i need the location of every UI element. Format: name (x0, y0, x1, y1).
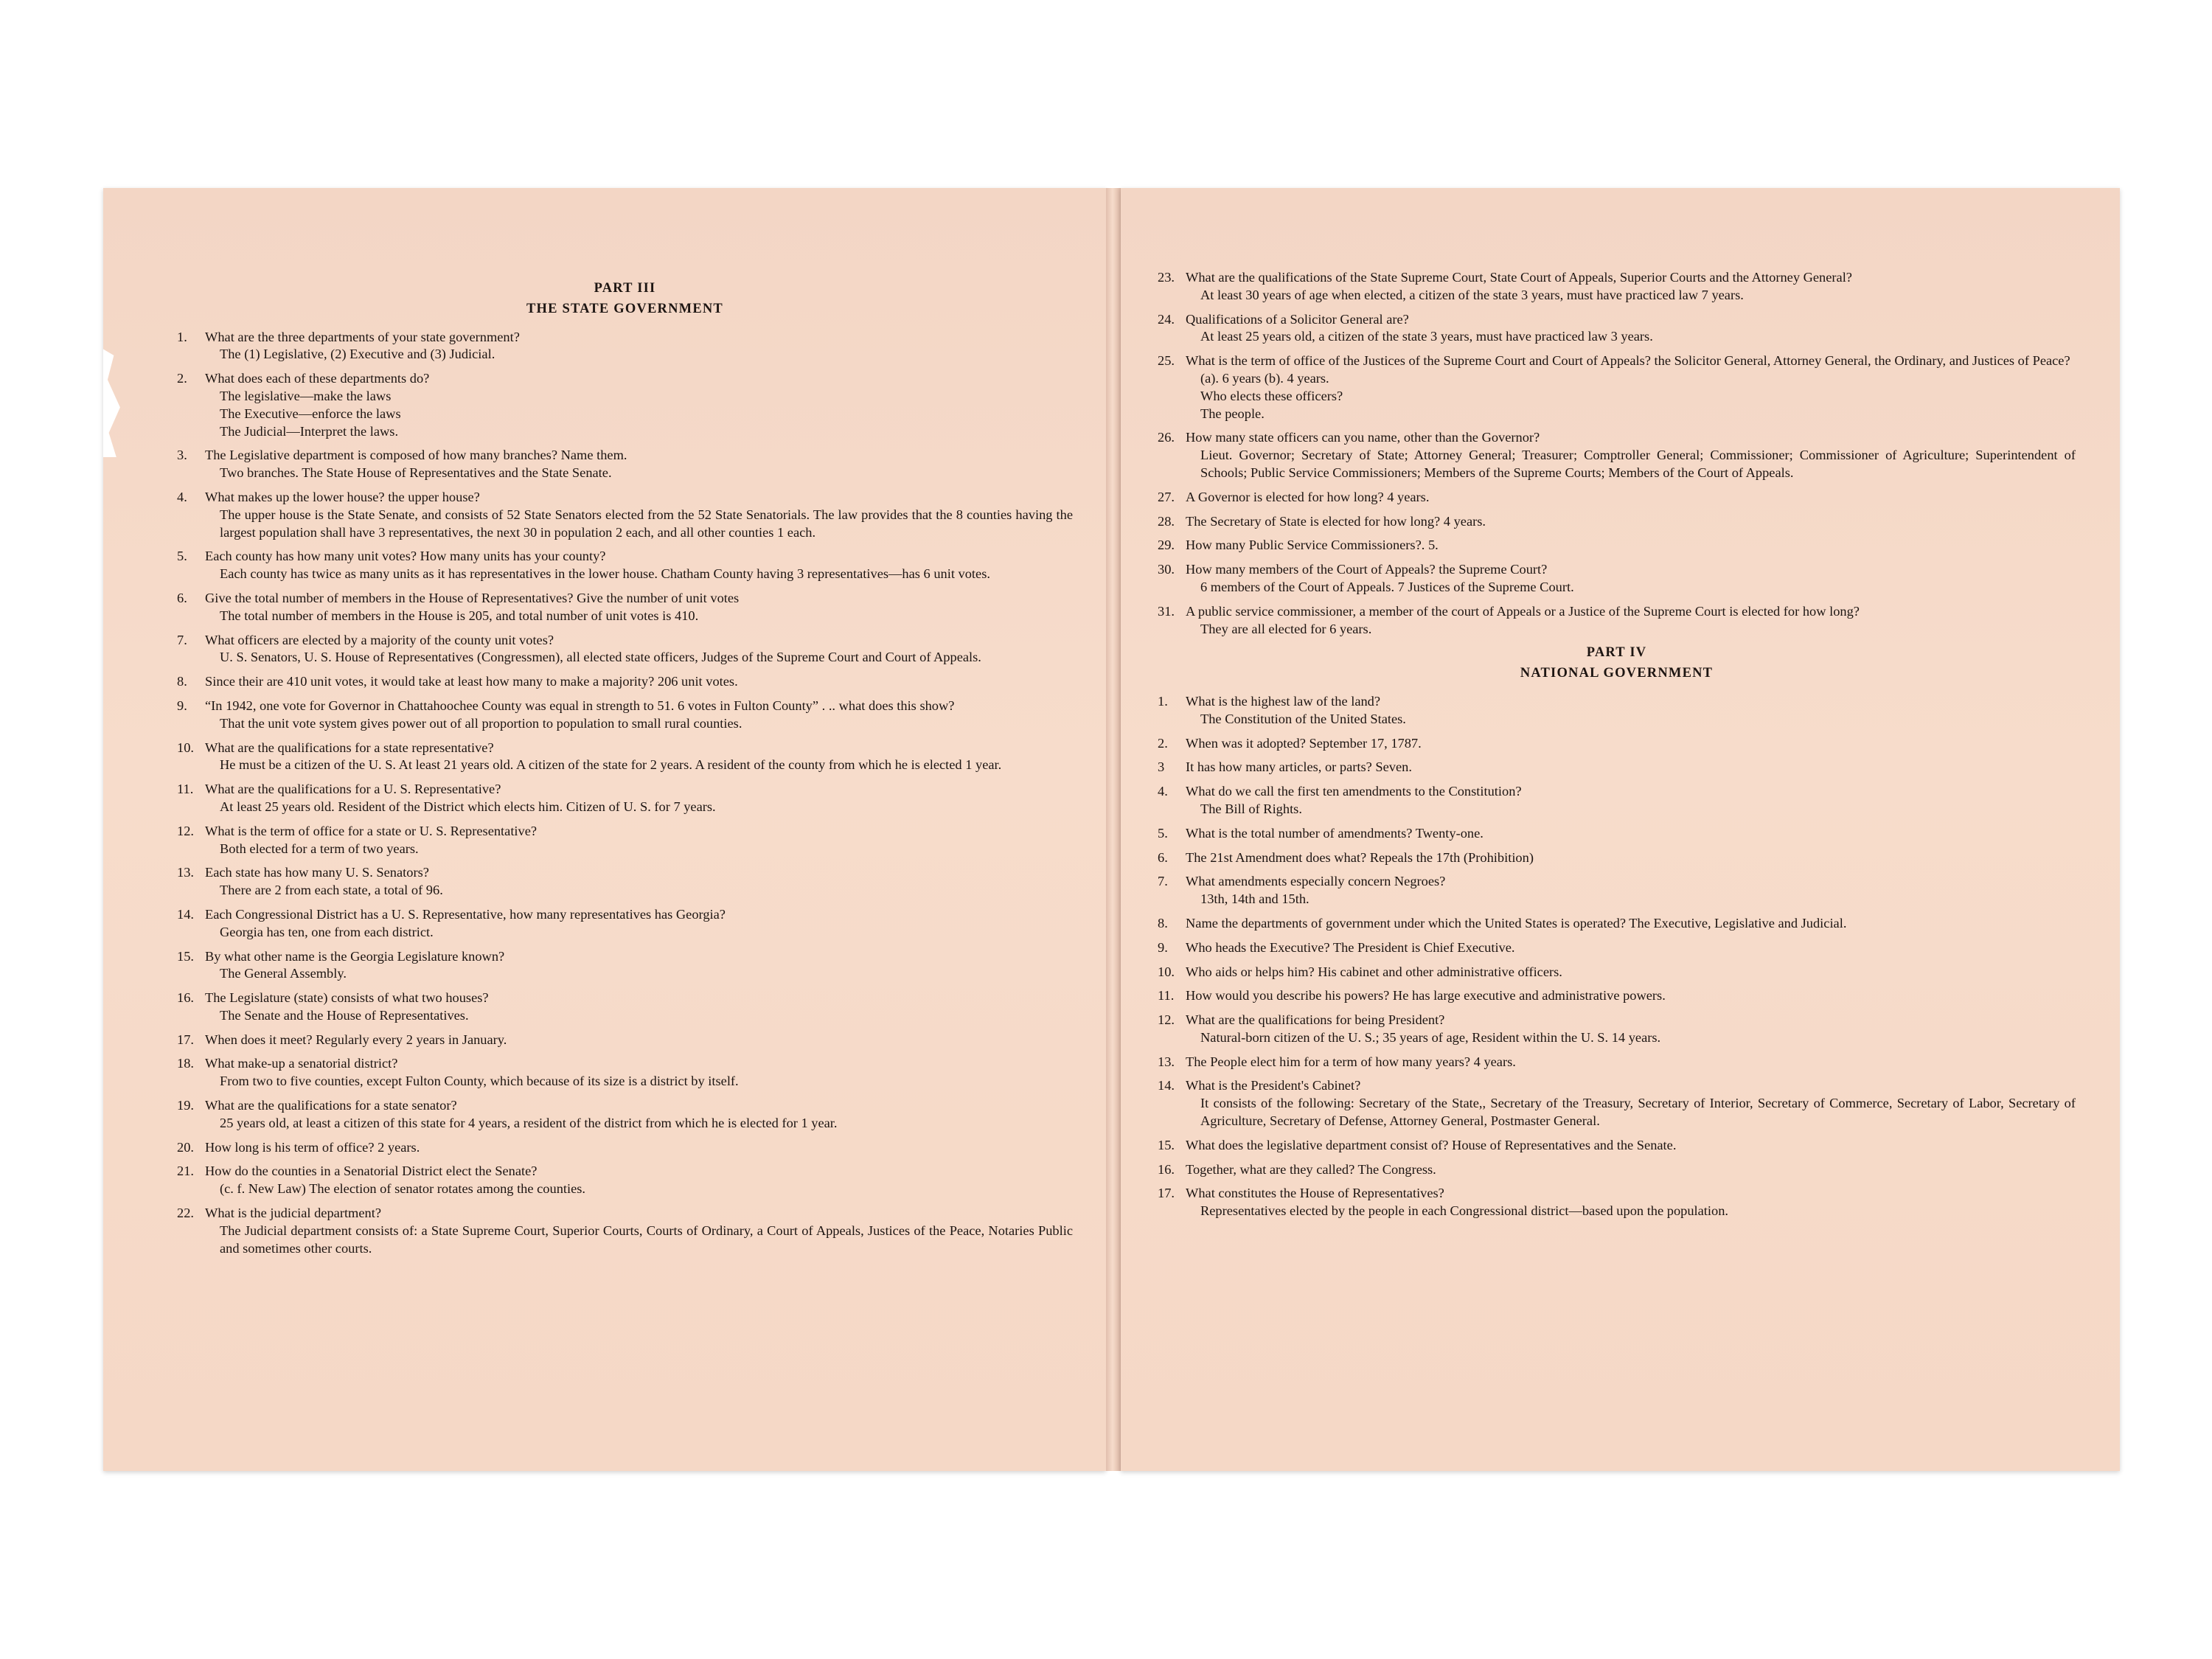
question-item (177, 370, 1073, 440)
question-text-line (1158, 311, 2076, 329)
answer-text: Natural-born citizen of the U. S.; 35 years of age, Resident within the U. S. 14 years. (1200, 1029, 1661, 1045)
question-number: 2. (177, 371, 187, 386)
question-list (1158, 269, 2076, 638)
question-text: What is the term of office of the Justices of the Supreme Court and Court of Appeals? the Solicitor General, Attorney General, the Ordinary, and Justices of Peace? (1186, 353, 2070, 369)
question-text-line (1158, 352, 2076, 370)
question-text: The 21st Amendment does what? Repeals the 17th (Prohibition) (1186, 849, 1534, 865)
answer-text: That the unit vote system gives power out of all proportion to population to small rural counties. (220, 715, 742, 731)
part-subheading: THE STATE GOVERNMENT (526, 301, 723, 316)
question-number: 6. (177, 590, 187, 605)
question-number: 17. (177, 1032, 194, 1047)
question-number: 18. (177, 1056, 194, 1071)
question-text: How many state officers can you name, other than the Governor? (1186, 430, 1540, 445)
question-text-line (1158, 513, 2076, 531)
question-item (1158, 1012, 2076, 1047)
question-text: What are the qualifications for a state representative? (205, 740, 494, 755)
question-number: 13. (177, 865, 194, 880)
question-text: Each county has how many unit votes? How many units has your county? (205, 549, 606, 564)
question-item (1158, 489, 2076, 507)
question-item (177, 698, 1073, 733)
question-number: 11. (177, 782, 194, 797)
question-text: How long is his term of office? 2 years. (205, 1139, 420, 1155)
question-number: 21. (177, 1164, 194, 1179)
question-text: Since their are 410 unit votes, it would take at least how many to make a majority? 206 unit votes. (205, 674, 738, 689)
question-text-line (1158, 429, 2076, 447)
question-item (177, 489, 1073, 541)
question-text-line (177, 1097, 1073, 1115)
question-number: 24. (1158, 311, 1175, 327)
question-text-line (1158, 489, 2076, 507)
question-text-line (177, 948, 1073, 966)
question-item (1158, 783, 2076, 818)
question-text-line (1158, 873, 2076, 891)
question-item (177, 823, 1073, 858)
question-text: Who aids or helps him? His cabinet and other administrative officers. (1186, 964, 1562, 979)
question-item (177, 864, 1073, 900)
question-item (177, 1205, 1073, 1257)
answer-text: U. S. Senators, U. S. House of Representatives (Congressmen), all elected state officers, Judges of the Supreme Court and Court of Appeals. (220, 650, 981, 665)
question-item (1158, 987, 2076, 1005)
question-number: 19. (177, 1098, 194, 1113)
question-text-line (177, 906, 1073, 924)
question-text: Each Congressional District has a U. S. Representative, how many representatives has Georgia? (205, 906, 726, 922)
answer-text: The upper house is the State Senate, and consists of 52 State Senators elected from the 52 State Senatorials. The law provides that the 8 counties having the largest population shall have 3 representatives, the next 30 in population 2 each, and all other counties 1 each. (220, 507, 1073, 540)
question-number: 8. (177, 674, 187, 689)
question-text: When was it adopted? September 17, 1787. (1186, 735, 1422, 751)
part-subheading: NATIONAL GOVERNMENT (1520, 666, 1714, 681)
question-item (1158, 873, 2076, 908)
part-heading: PART III (594, 281, 656, 296)
question-text-line (177, 548, 1073, 566)
question-item (1158, 825, 2076, 843)
question-number: 10. (177, 740, 194, 755)
question-number: 4. (1158, 784, 1168, 799)
question-item (177, 990, 1073, 1025)
question-text-line (1158, 603, 2076, 621)
question-text: A Governor is elected for how long? 4 years. (1186, 489, 1430, 504)
right-page-content (1158, 269, 2076, 1227)
question-number: 6. (1158, 849, 1168, 865)
answer-text: At least 30 years of age when elected, a citizen of the state 3 years, must have practiced law 7 years. (1200, 287, 1744, 302)
question-list (1158, 693, 2076, 1220)
question-item (1158, 939, 2076, 957)
question-text: What are the qualifications for being President? (1186, 1012, 1445, 1028)
question-text-line (1158, 693, 2076, 711)
question-item (177, 590, 1073, 625)
question-item (1158, 429, 2076, 481)
answer-text: The General Assembly. (220, 966, 347, 981)
answer-text: It consists of the following: Secretary of the State,, Secretary of the Treasury, Secretary of Interior, Secretary of Commerce, Secretary of Labor, Secretary of Agriculture, Secretary of Defense, Attorney General, Postmaster General. (1200, 1096, 2076, 1129)
question-text-line (177, 698, 1073, 715)
question-number: 1. (177, 329, 187, 344)
question-item (1158, 561, 2076, 597)
answer-text: (a). 6 years (b). 4 years. Who elects these officers? The people. (1200, 370, 1343, 421)
question-text-line (177, 447, 1073, 465)
question-text: How many members of the Court of Appeals? the Supreme Court? (1186, 562, 1548, 577)
question-text-line (1158, 964, 2076, 981)
question-list (177, 329, 1073, 1258)
answer-text: (c. f. New Law) The election of senator rotates among the counties. (220, 1181, 586, 1197)
answer-text: The (1) Legislative, (2) Executive and (3) Judicial. (220, 347, 495, 362)
left-page-content (177, 280, 1073, 1264)
question-item (1158, 693, 2076, 728)
question-number: 31. (1158, 603, 1175, 619)
question-text: How would you describe his powers? He has large executive and administrative powers. (1186, 988, 1666, 1004)
question-text: How do the counties in a Senatorial District elect the Senate? (205, 1164, 538, 1179)
question-text-line (1158, 1161, 2076, 1179)
question-item (177, 632, 1073, 667)
question-item (1158, 964, 2076, 981)
question-text: Who heads the Executive? The President is Chief Executive. (1186, 939, 1515, 955)
question-text: Together, what are they called? The Congress. (1186, 1161, 1436, 1177)
question-number: 23. (1158, 270, 1175, 285)
question-text: What are the qualifications for a U. S. Representative? (205, 782, 501, 797)
answer-text: They are all elected for 6 years. (1200, 621, 1372, 636)
question-item (1158, 269, 2076, 305)
question-text: “In 1942, one vote for Governor in Chattahoochee County was equal in strength to 51. 6 votes in Fulton County” . .. what does this show? (205, 698, 955, 713)
answer-text: There are 2 from each state, a total of 96. (220, 883, 443, 898)
question-text-line (177, 823, 1073, 841)
question-text: The Secretary of State is elected for how long? 4 years. (1186, 513, 1486, 529)
question-number: 15. (177, 948, 194, 964)
question-number: 5. (177, 549, 187, 564)
question-number: 7. (1158, 874, 1168, 889)
question-item (177, 673, 1073, 691)
question-number: 12. (1158, 1012, 1175, 1028)
question-text: What amendments especially concern Negroes? (1186, 874, 1446, 889)
question-number: 7. (177, 632, 187, 647)
answer-text: The Bill of Rights. (1200, 801, 1302, 816)
question-text-line (177, 1163, 1073, 1180)
answer-text: Both elected for a term of two years. (220, 841, 419, 856)
question-text: What are the qualifications for a state senator? (205, 1098, 457, 1113)
question-item (1158, 759, 2076, 776)
question-number: 9. (177, 698, 187, 713)
question-number: 14. (177, 906, 194, 922)
question-text: What is the President's Cabinet? (1186, 1078, 1361, 1093)
answer-text: Two branches. The State House of Representatives and the State Senate. (220, 465, 612, 481)
question-item (177, 329, 1073, 364)
answer-text: The Constitution of the United States. (1200, 711, 1406, 726)
question-text: The Legislative department is composed of how many branches? Name them. (205, 448, 627, 463)
question-text-line (177, 781, 1073, 799)
answer-text: He must be a citizen of the U. S. At least 21 years old. A citizen of the state for 2 years. A resident of the county from which he is elected 1 year. (220, 757, 1002, 773)
question-text-line (1158, 269, 2076, 287)
question-text: What does each of these departments do? (205, 371, 430, 386)
question-number: 9. (1158, 939, 1168, 955)
question-text-line (177, 673, 1073, 691)
part-heading: PART IV (1586, 645, 1647, 661)
question-text: By what other name is the Georgia Legislature known? (205, 948, 505, 964)
question-number: 14. (1158, 1078, 1175, 1093)
question-number: 15. (1158, 1137, 1175, 1152)
center-fold (1106, 188, 1121, 1471)
question-text: It has how many articles, or parts? Seven. (1186, 759, 1412, 775)
question-text-line (1158, 735, 2076, 753)
question-text: What makes up the lower house? the upper house? (205, 489, 480, 504)
answer-text: The Senate and the House of Representatives. (220, 1007, 469, 1023)
torn-edge (103, 347, 124, 457)
question-number: 13. (1158, 1054, 1175, 1069)
question-item (177, 1163, 1073, 1198)
question-item (1158, 537, 2076, 554)
answer-text: 6 members of the Court of Appeals. 7 Justices of the Supreme Court. (1200, 579, 1574, 594)
question-text-line (177, 1139, 1073, 1157)
question-item (1158, 915, 2076, 933)
question-text-line (177, 632, 1073, 650)
question-number: 28. (1158, 513, 1175, 529)
question-text-line (177, 740, 1073, 757)
question-text: Each state has how many U. S. Senators? (205, 865, 429, 880)
question-text: When does it meet? Regularly every 2 years in January. (205, 1032, 507, 1047)
question-number: 20. (177, 1139, 194, 1155)
question-item (1158, 352, 2076, 422)
question-text: What do we call the first ten amendments to the Constitution? (1186, 784, 1522, 799)
question-number: 30. (1158, 562, 1175, 577)
answer-text: Representatives elected by the people in each Congressional district—based upon the population. (1200, 1203, 1729, 1219)
question-text: What is the judicial department? (205, 1206, 381, 1221)
question-item (1158, 311, 2076, 347)
question-text-line (1158, 987, 2076, 1005)
question-text-line (177, 864, 1073, 882)
question-number: 1. (1158, 693, 1168, 709)
question-item (1158, 1137, 2076, 1155)
question-text: Qualifications of a Solicitor General are? (1186, 311, 1409, 327)
question-number: 5. (1158, 825, 1168, 841)
answer-text: Georgia has ten, one from each district. (220, 924, 434, 939)
answer-text: At least 25 years old, a citizen of the state 3 years, must have practiced law 3 years. (1200, 329, 1653, 344)
question-item (177, 447, 1073, 482)
question-text-line (177, 590, 1073, 608)
question-item (177, 1055, 1073, 1091)
question-item (1158, 849, 2076, 867)
answer-text: 25 years old, at least a citizen of this state for 4 years, a resident of the district from which he is elected for 1 year. (220, 1115, 838, 1130)
question-item (177, 781, 1073, 816)
question-item (1158, 1185, 2076, 1220)
question-text: What are the three departments of your state government? (205, 329, 520, 344)
bleed-through-text (162, 247, 177, 310)
answer-text: The legislative—make the laws The Executive—enforce the laws The Judicial—Interpret the laws. (220, 388, 401, 439)
question-item (177, 948, 1073, 984)
question-text: What are the qualifications of the State Supreme Court, State Court of Appeals, Superior Courts and the Attorney General? (1186, 270, 1852, 285)
question-number: 11. (1158, 988, 1175, 1004)
question-item (177, 548, 1073, 583)
question-text: Give the total number of members in the House of Representatives? Give the number of unit votes (205, 590, 740, 605)
question-item (177, 740, 1073, 775)
question-text: What constitutes the House of Representatives? (1186, 1186, 1444, 1201)
question-number: 2. (1158, 735, 1168, 751)
question-text-line (1158, 561, 2076, 579)
question-text-line (177, 1055, 1073, 1073)
question-number: 4. (177, 489, 187, 504)
question-text-line (177, 329, 1073, 347)
question-text-line (177, 1205, 1073, 1222)
question-text-line (1158, 537, 2076, 554)
question-item (1158, 1077, 2076, 1130)
question-item (1158, 1054, 2076, 1071)
question-text-line (1158, 1077, 2076, 1095)
question-text-line (1158, 1137, 2076, 1155)
question-text: What is the total number of amendments? Twenty-one. (1186, 825, 1484, 841)
question-item (177, 1097, 1073, 1133)
question-item (1158, 603, 2076, 639)
question-number: 17. (1158, 1186, 1175, 1201)
question-text-line (1158, 939, 2076, 957)
question-text-line (177, 1032, 1073, 1049)
answer-text: 13th, 14th and 15th. (1200, 891, 1310, 907)
question-text-line (177, 489, 1073, 507)
question-number: 3 (1158, 759, 1165, 775)
question-text: How many Public Service Commissioners?. 5. (1186, 538, 1439, 553)
right-page (1121, 188, 2120, 1471)
answer-text: Each county has twice as many units as it has representatives in the lower house. Chatham County having 3 representatives—has 6 unit votes. (220, 566, 990, 582)
answer-text: The total number of members in the House is 205, and total number of unit votes is 410. (220, 608, 699, 623)
question-text-line (177, 990, 1073, 1007)
question-number: 16. (177, 990, 194, 1006)
question-text: Name the departments of government under which the United States is operated? The Executive, Legislative and Judicial. (1186, 915, 1847, 931)
question-number: 22. (177, 1206, 194, 1221)
question-number: 8. (1158, 915, 1168, 931)
question-text: What officers are elected by a majority of the county unit votes? (205, 632, 554, 647)
answer-text: From two to five counties, except Fulton County, which because of its size is a district by itself. (220, 1074, 739, 1089)
question-text-line (177, 370, 1073, 388)
question-text: What make-up a senatorial district? (205, 1056, 398, 1071)
question-text-line (1158, 759, 2076, 776)
question-number: 16. (1158, 1161, 1175, 1177)
question-text-line (1158, 1185, 2076, 1203)
question-text-line (1158, 783, 2076, 801)
answer-text: Lieut. Governor; Secretary of State; Attorney General; Treasurer; Comptroller General; Commissioner; Commissioner of Agriculture; Superintendent of Schools; Public Service Commissioners; Members of the Supreme Courts; Members of the Court of Appeals. (1200, 448, 2076, 480)
question-text: What is the term of office for a state or U. S. Representative? (205, 823, 538, 838)
question-item (177, 1032, 1073, 1049)
question-number: 10. (1158, 964, 1175, 979)
question-number: 3. (177, 448, 187, 463)
answer-text: The Judicial department consists of: a State Supreme Court, Superior Courts, Courts of Ordinary, a Court of Appeals, Justices of the Peace, Notaries Public and sometimes other courts. (220, 1222, 1073, 1256)
question-number: 12. (177, 823, 194, 838)
question-item (1158, 735, 2076, 753)
question-item (1158, 513, 2076, 531)
answer-text: At least 25 years old. Resident of the District which elects him. Citizen of U. S. for 7 years. (220, 799, 716, 814)
question-number: 29. (1158, 538, 1175, 553)
question-text: A public service commissioner, a member of the court of Appeals or a Justice of the Supreme Court is elected for how long? (1186, 603, 1860, 619)
question-item (177, 906, 1073, 942)
question-number: 27. (1158, 489, 1175, 504)
question-text: The Legislature (state) consists of what two houses? (205, 990, 489, 1006)
question-text-line (1158, 915, 2076, 933)
question-text: What is the highest law of the land? (1186, 693, 1381, 709)
question-text: What does the legislative department consist of? House of Representatives and the Senate. (1186, 1137, 1677, 1152)
question-item (1158, 1161, 2076, 1179)
question-item (177, 1139, 1073, 1157)
question-text: The People elect him for a term of how many years? 4 years. (1186, 1054, 1516, 1069)
question-number: 26. (1158, 430, 1175, 445)
question-text-line (1158, 825, 2076, 843)
question-text-line (1158, 1054, 2076, 1071)
question-text-line (1158, 1012, 2076, 1029)
question-number: 25. (1158, 353, 1175, 369)
question-text-line (1158, 849, 2076, 867)
left-page (103, 188, 1106, 1471)
